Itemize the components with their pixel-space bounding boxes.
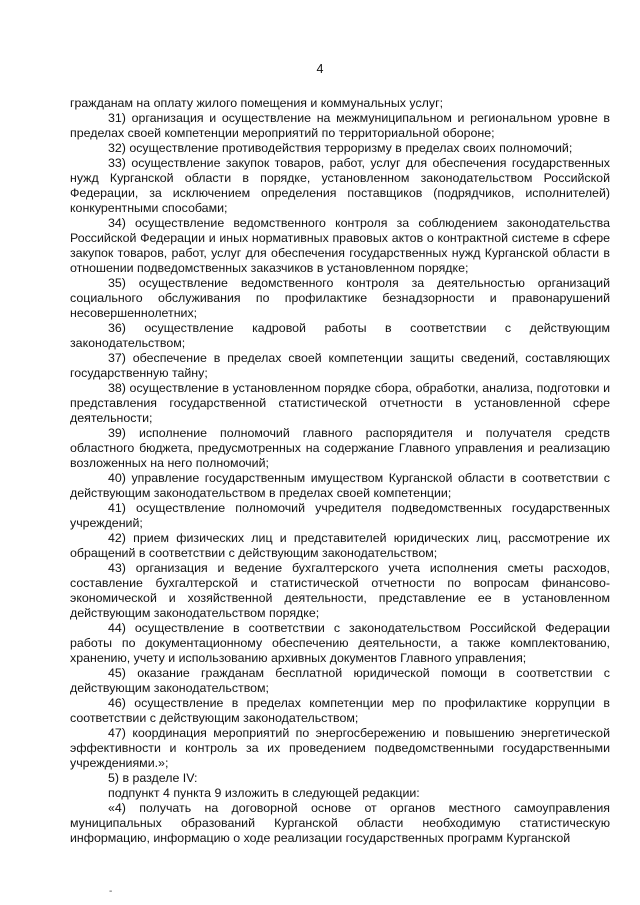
paragraph: подпункт 4 пункта 9 изложить в следующей редакции:: [108, 786, 420, 800]
paragraph: 32) осуществление противодействия терроризму в пределах своих полномочий;: [108, 141, 573, 155]
paragraph: 5) в разделе IV:: [108, 771, 198, 785]
paragraph: 38) осуществление в установленном порядке сбора, обработки, анализа, подготовки и представления государственной статистической отчетности в установленной сфере деятельности;: [70, 381, 610, 425]
paragraph: 39) исполнение полномочий главного распорядителя и получателя средств областного бюджета, предусмотренных на содержание Главного управления и реализацию возложенных на него полномочий;: [70, 426, 610, 470]
document-body: [70, 96, 610, 846]
paragraph: «4) получать на договорной основе от органов местного самоуправления муниципальных образований Курганской области необходимую статистическую информацию, информацию о ходе реализации государственных программ Курганской: [70, 801, 610, 845]
paragraph: 31) организация и осуществление на межмуниципальном и региональном уровне в пределах своей компетенции мероприятий по территориальной обороне;: [70, 111, 610, 140]
paragraph: 42) прием физических лиц и представителей юридических лиц, рассмотрение их обращений в соответствии с действующим законодательством;: [70, 531, 610, 560]
paragraph: 43) организация и ведение бухгалтерского учета исполнения сметы расходов, составление бухгалтерской и статистической отчетности по вопросам финансово-экономической и хозяйственной деятельности, представление ее в установленном действующим законодательством порядке;: [70, 561, 610, 620]
paragraph: 36) осуществление кадровой работы в соответствии с действующим законодательством;: [70, 321, 610, 350]
bottom-mark: -: [109, 886, 113, 897]
paragraph: 47) координация мероприятий по энергосбережению и повышению энергетической эффективности и контроль за их проведением подведомственными государственными учреждениями.»;: [70, 726, 610, 770]
paragraph: 33) осуществление закупок товаров, работ, услуг для обеспечения государственных нужд Курганской области в порядке, установленном законодательством Российской Федерации, за исключением определения поставщиков (подрядчиков, исполнителей) конкурентными способами;: [70, 156, 610, 215]
paragraph: 35) осуществление ведомственного контроля за деятельностью организаций социального обслуживания по профилактике безнадзорности и правонарушений несовершеннолетних;: [70, 276, 610, 320]
page-number: 4: [316, 62, 324, 76]
paragraph: 46) осуществление в пределах компетенции мер по профилактике коррупции в соответствии с действующим законодательством;: [70, 696, 610, 725]
paragraph: 41) осуществление полномочий учредителя подведомственных государственных учреждений;: [70, 501, 610, 530]
paragraph: 44) осуществление в соответствии с законодательством Российской Федерации работы по документационному обеспечению деятельности, а также комплектованию, хранению, учету и использованию архивных документов Главного управления;: [70, 621, 610, 665]
paragraph: гражданам на оплату жилого помещения и коммунальных услуг;: [70, 96, 444, 110]
paragraph: 45) оказание гражданам бесплатной юридической помощи в соответствии с действующим законодательством;: [70, 666, 610, 695]
paragraph: 40) управление государственным имуществом Курганской области в соответствии с действующим законодательством в пределах своей компетенции;: [70, 471, 610, 500]
paragraph: 37) обеспечение в пределах своей компетенции защиты сведений, составляющих государственную тайну;: [70, 351, 610, 380]
paragraph: 34) осуществление ведомственного контроля за соблюдением законодательства Российской Федерации и иных нормативных правовых актов о контрактной системе в сфере закупок товаров, работ, услуг для обеспечения государственных нужд Курганской области в отношении подведомственных заказчиков в установленном порядке;: [70, 216, 610, 275]
